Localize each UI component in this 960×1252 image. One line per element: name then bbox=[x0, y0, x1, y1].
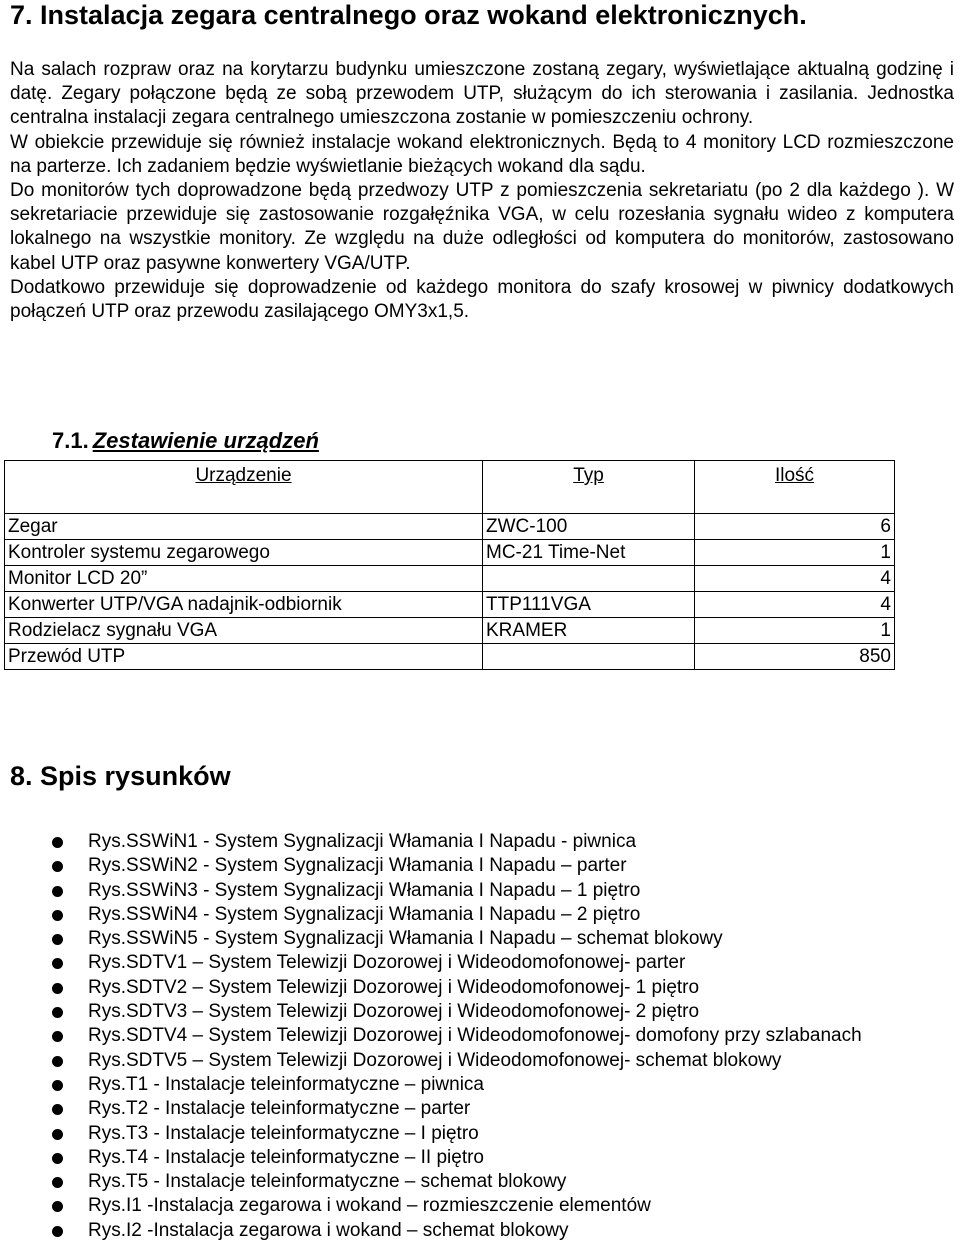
list-item-text: Rys.SDTV1 – System Telewizji Dozorowej i Wideodomofonowej- parter bbox=[88, 952, 686, 974]
device-cell: Konwerter UTP/VGA nadajnik-odbiornik bbox=[5, 592, 483, 618]
list-item bbox=[52, 1194, 862, 1218]
bullet-icon bbox=[52, 861, 63, 872]
table-header-row bbox=[5, 461, 895, 492]
paragraph: Na salach rozpraw oraz na korytarzu budynku umieszczone zostaną zegary, wyświetlające aktualną godzinę i datę. Zegary połączone będą ze sobą przewodem UTP, służącym do ich sterowania i zasilania. Jednostka centralna instalacji zegara centralnego umieszczona zostanie w pomieszczeniu ochrony. bbox=[10, 59, 954, 129]
list-item-text: Rys.SDTV3 – System Telewizji Dozorowej i Wideodomofonowej- 2 piętro bbox=[88, 1001, 700, 1023]
section-7-1-heading bbox=[52, 427, 319, 455]
list-item bbox=[52, 1024, 862, 1048]
paragraph: Dodatkowo przewiduje się doprowadzenie od każdego monitora do szafy krosowej w piwnicy dodatkowych połączeń UTP oraz przewodu zasilającego OMY3x1,5. bbox=[10, 276, 954, 323]
list-item-text: Rys.SSWiN4 - System Sygnalizacji Włamania I Napadu – 2 piętro bbox=[88, 903, 641, 925]
column-header-device: Urządzenie bbox=[5, 461, 483, 492]
bullet-icon bbox=[52, 1007, 63, 1018]
bullet-icon bbox=[52, 1056, 63, 1067]
quantity-cell: 6 bbox=[695, 514, 895, 540]
table-row bbox=[5, 618, 895, 644]
bullet-icon bbox=[52, 1226, 63, 1237]
list-item-text: Rys.SSWiN3 - System Sygnalizacji Włamania I Napadu – 1 piętro bbox=[88, 879, 641, 901]
section-7-body bbox=[10, 58, 954, 324]
list-item bbox=[52, 1000, 862, 1024]
paragraph: Do monitorów tych doprowadzone będą przedwozy UTP z pomieszczenia sekretariatu (po 2 dla każdego ). W sekretariacie przewiduje się zastosowanie rozgałęźnika VGA, w celu rozesłania sygnału wideo z komputera lokalnego na wszystkie monitory. Ze względu na duże odległości od komputera do monitorów, zastosowano kabel UTP oraz pasywne konwertery VGA/UTP. bbox=[10, 180, 954, 274]
list-item bbox=[52, 1122, 862, 1146]
table-row bbox=[5, 540, 895, 566]
device-cell: Rodzielacz sygnału VGA bbox=[5, 618, 483, 644]
bullet-icon bbox=[52, 1201, 63, 1212]
list-item-text: Rys.T5 - Instalacje teleinformatyczne – schemat blokowy bbox=[88, 1171, 567, 1193]
column-header-quantity: Ilość bbox=[695, 461, 895, 492]
type-cell bbox=[483, 566, 695, 592]
quantity-cell: 4 bbox=[695, 566, 895, 592]
list-item bbox=[52, 879, 862, 903]
bullet-icon bbox=[52, 886, 63, 897]
bullet-icon bbox=[52, 910, 63, 921]
list-item bbox=[52, 1073, 862, 1097]
type-cell bbox=[483, 644, 695, 670]
list-item-text: Rys.T4 - Instalacje teleinformatyczne – II piętro bbox=[88, 1146, 484, 1168]
list-item-text: Rys.SSWiN2 - System Sygnalizacji Włamania I Napadu – parter bbox=[88, 855, 627, 877]
quantity-cell: 4 bbox=[695, 592, 895, 618]
device-cell: Przewód UTP bbox=[5, 644, 483, 670]
figure-list bbox=[52, 830, 862, 1243]
list-item-text: Rys.I1 -Instalacja zegarowa i wokand – rozmieszczenie elementów bbox=[88, 1195, 651, 1217]
bullet-icon bbox=[52, 1177, 63, 1188]
list-item bbox=[52, 951, 862, 975]
list-item-text: Rys.T3 - Instalacje teleinformatyczne – I piętro bbox=[88, 1122, 479, 1144]
equipment-table bbox=[4, 460, 895, 670]
list-item-text: Rys.I2 -Instalacja zegarowa i wokand – schemat blokowy bbox=[88, 1219, 569, 1241]
list-item-text: Rys.SDTV4 – System Telewizji Dozorowej i Wideodomofonowej- domofony przy szlabanach bbox=[88, 1025, 862, 1047]
list-item bbox=[52, 927, 862, 951]
paragraph: W obiekcie przewiduje się również instalacje wokand elektronicznych. Będą to 4 monitory LCD rozmieszczone na parterze. Ich zadaniem będzie wyświetlanie bieżących wokand dla sądu. bbox=[10, 131, 954, 177]
list-item bbox=[52, 1049, 862, 1073]
type-cell: TTP111VGA bbox=[483, 592, 695, 618]
section-7-heading: 7. Instalacja zegara centralnego oraz wokand elektronicznych. bbox=[10, 0, 807, 30]
list-item-text: Rys.T2 - Instalacje teleinformatyczne – parter bbox=[88, 1098, 471, 1120]
table-row bbox=[5, 514, 895, 540]
list-item-text: Rys.SSWiN1 - System Sygnalizacji Włamania I Napadu - piwnica bbox=[88, 831, 637, 852]
section-title: Zestawienie urządzeń bbox=[92, 428, 319, 453]
list-item-text: Rys.SSWiN5 - System Sygnalizacji Włamania I Napadu – schemat blokowy bbox=[88, 928, 723, 950]
type-cell: MC-21 Time-Net bbox=[483, 540, 695, 566]
bullet-icon bbox=[52, 1080, 63, 1091]
bullet-icon bbox=[52, 958, 63, 969]
quantity-cell: 850 bbox=[695, 644, 895, 670]
quantity-cell: 1 bbox=[695, 618, 895, 644]
list-item bbox=[52, 830, 862, 854]
list-item-text: Rys.T1 - Instalacje teleinformatyczne – piwnica bbox=[88, 1073, 484, 1095]
table-row bbox=[5, 644, 895, 670]
type-cell: KRAMER bbox=[483, 618, 695, 644]
table-spacer-row bbox=[5, 491, 895, 514]
section-number: 7.1. bbox=[52, 428, 89, 453]
list-item bbox=[52, 1146, 862, 1170]
list-item bbox=[52, 903, 862, 927]
device-cell: Zegar bbox=[5, 514, 483, 540]
list-item bbox=[52, 1097, 862, 1121]
column-header-type: Typ bbox=[483, 461, 695, 492]
spacer-cell bbox=[695, 491, 895, 514]
bullet-icon bbox=[52, 837, 63, 848]
table-row bbox=[5, 592, 895, 618]
bullet-icon bbox=[52, 983, 63, 994]
list-item bbox=[52, 1219, 862, 1243]
quantity-cell: 1 bbox=[695, 540, 895, 566]
bullet-icon bbox=[52, 1031, 63, 1042]
list-item-text: Rys.SDTV2 – System Telewizji Dozorowej i Wideodomofonowej- 1 piętro bbox=[88, 976, 700, 998]
spacer-cell bbox=[5, 491, 483, 514]
device-cell: Monitor LCD 20” bbox=[5, 566, 483, 592]
bullet-icon bbox=[52, 1153, 63, 1164]
list-item-text: Rys.SDTV5 – System Telewizji Dozorowej i Wideodomofonowej- schemat blokowy bbox=[88, 1049, 782, 1071]
spacer-cell bbox=[483, 491, 695, 514]
bullet-icon bbox=[52, 934, 63, 945]
list-item bbox=[52, 1170, 862, 1194]
table-row bbox=[5, 566, 895, 592]
type-cell: ZWC-100 bbox=[483, 514, 695, 540]
bullet-icon bbox=[52, 1129, 63, 1140]
bullet-icon bbox=[52, 1104, 63, 1115]
list-item bbox=[52, 854, 862, 878]
list-item bbox=[52, 976, 862, 1000]
device-cell: Kontroler systemu zegarowego bbox=[5, 540, 483, 566]
section-8-heading: 8. Spis rysunków bbox=[10, 761, 231, 791]
